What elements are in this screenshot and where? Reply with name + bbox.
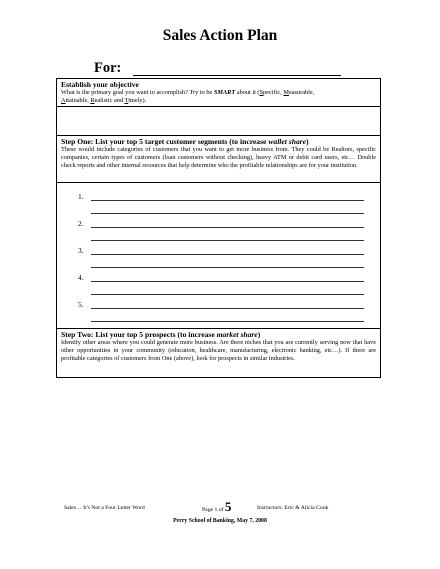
- step-two-instructions: Identify other areas where you could generate more business. Are there niches that you are currently serving now that have other opportunities in your community (education, healthcare, manufacturing, electronic banking, etc…). If there are profitable categories of customers from One (above), look for prospects in similar industries.: [61, 339, 376, 363]
- footer-course-title: Sales… It's Not a Four Letter Word: [64, 505, 145, 511]
- step-one-section: [57, 136, 380, 183]
- segment-number-1: 1.: [78, 192, 84, 201]
- step-two-section: [57, 329, 380, 377]
- segment-line-3a[interactable]: [91, 254, 364, 255]
- segment-line-3b[interactable]: [91, 267, 364, 268]
- objective-section: [57, 79, 380, 107]
- segment-number-5: 5.: [78, 300, 84, 309]
- document-title: Sales Action Plan: [162, 27, 278, 44]
- segment-line-2a[interactable]: [91, 227, 364, 228]
- for-blank-line: [133, 75, 341, 76]
- segment-number-3: 3.: [78, 246, 84, 255]
- segment-line-2b[interactable]: [91, 240, 364, 241]
- segment-line-4a[interactable]: [91, 281, 364, 282]
- footer-instructors: Instructors: Eric & Alicia Cook: [257, 505, 329, 511]
- segment-line-1b[interactable]: [91, 213, 364, 214]
- segment-line-5b[interactable]: [91, 321, 364, 322]
- step-one-heading: Step One: List your top 5 target customer segments (to increase wallet share): [61, 137, 309, 146]
- segment-line-5a[interactable]: [91, 308, 364, 309]
- objective-instructions: What is the primary goal you want to accomplish? Try to be SMART about it (Specific, Measurable, Attainable, Realistic and Timely).: [61, 89, 315, 105]
- step-one-answer-area: [57, 183, 380, 329]
- step-one-instructions: These would include categories of customers that you want to get more business from. They could be Realtors, specific companies, certain types of customers (loan customers without checking), heavy ATM or debit card users, etc… Double check reports and other internal resources that help determine who the profitable relationships are for your institution.: [61, 146, 376, 170]
- segment-number-2: 2.: [78, 219, 84, 228]
- for-label: For:: [94, 60, 122, 76]
- segment-number-4: 4.: [78, 273, 84, 282]
- objective-heading: Establish your objective: [61, 80, 139, 89]
- step-two-heading: Step Two: List your top 5 prospects (to increase market share): [61, 330, 261, 339]
- plan-table: [56, 78, 381, 378]
- objective-answer-area[interactable]: [57, 107, 380, 136]
- segment-line-1a[interactable]: [91, 200, 364, 201]
- segment-line-4b[interactable]: [91, 294, 364, 295]
- page-indicator: Page 1 of 5: [202, 499, 232, 514]
- footer-school: Perry School of Banking, May 7, 2008: [173, 518, 267, 524]
